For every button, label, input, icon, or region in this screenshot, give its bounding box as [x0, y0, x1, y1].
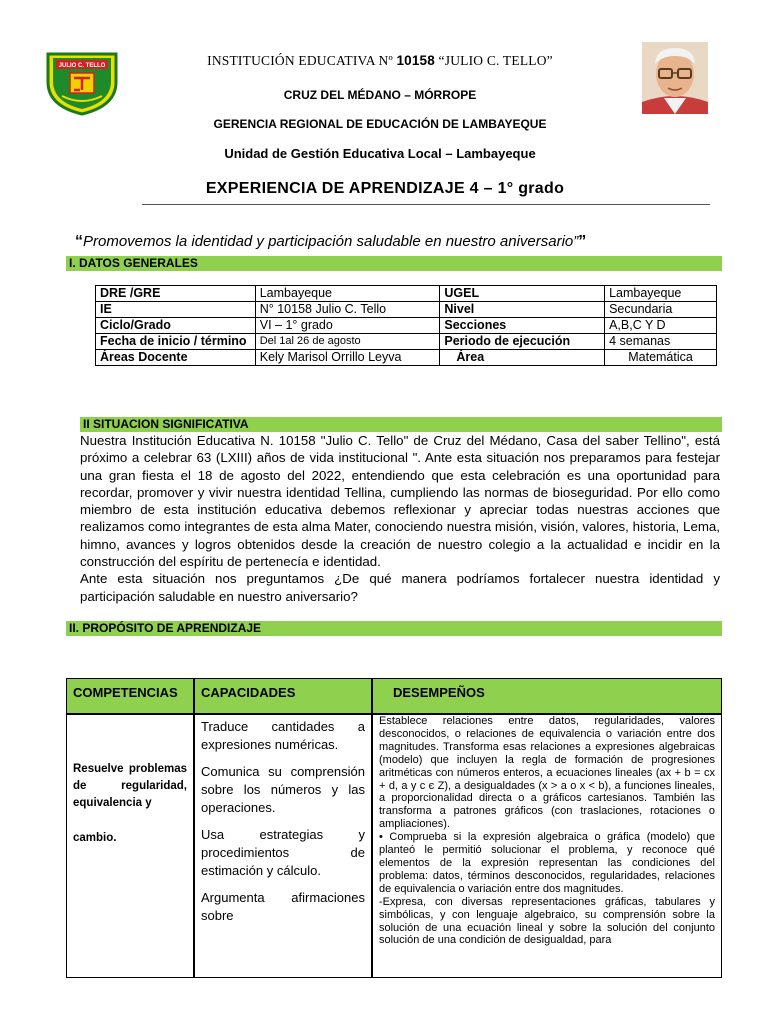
- competencia-name: Resuelve problemas de regularidad, equivalencia y: [73, 763, 187, 809]
- datos-value: VI – 1° grado: [255, 318, 440, 334]
- ugel-line: Unidad de Gestión Educativa Local – Lambayeque: [224, 146, 536, 161]
- school-logo: [46, 48, 118, 116]
- desempeno-item: • Comprueba si la expresión algebraica o gráfica (modelo) que planteó le permitió solucionar el problema, y reconoce qué elementos de la expresión representan las condiciones del problema: datos, términos desconocidos, regularidades, relaciones de equivalencia o variación entre dos magnitudes.: [379, 831, 715, 895]
- header-desempenos: DESEMPEÑOS: [372, 678, 722, 714]
- datos-key: Áreas Docente: [96, 350, 256, 366]
- institution-prefix: INSTITUCIÓN EDUCATIVA Nº: [207, 53, 397, 68]
- institution-number: 10158: [396, 53, 435, 68]
- situacion-text: [80, 432, 720, 605]
- table-row: [96, 302, 717, 318]
- datos-key: Ciclo/Grado: [96, 318, 256, 334]
- situacion-paragraph: Nuestra Institución Educativa N. 10158 "Julio C. Tello" de Cruz del Médano, Casa del saber Tellino", está próximo a celebrar 63 (LXIII) años de vida institucional ". Ante esta situación nos preparamos para festejar una gran fiesta el 18 de agosto del 2022, entendiendo que esta celebración es una oportunidad para recordar, promover y vivir nuestra identidad Tellina, cumpliendo las normas de bioseguridad. Por ello como miembro de esta institución educativa debemos reflexionar y apreciar todas nuestras acciones que realizamos como integrantes de esta alma Mater, conociendo nuestra misión, visión, valores, historia, Lema, himno, avances y logros obtenidos desde la creación de nuestro colegio a la actualidad e incidir en la construcción del espíritu de pertenecía e identidad.: [80, 433, 720, 570]
- datos-value: Del 1al 26 de agosto: [255, 334, 440, 350]
- datos-value: N° 10158 Julio C. Tello: [255, 302, 440, 318]
- motto-text: Promovemos la identidad y participación saludable en nuestro aniversario”: [83, 233, 579, 250]
- table-row: [66, 714, 722, 978]
- datos-value: 4 semanas: [605, 334, 717, 350]
- datos-key: Secciones: [440, 318, 605, 334]
- datos-value: Matemática: [605, 350, 717, 366]
- datos-key: Área: [440, 350, 605, 366]
- capacidad-item: Usa estrategias y procedimientos de estimación y cálculo.: [201, 827, 365, 878]
- datos-key: IE: [96, 302, 256, 318]
- motto: [75, 233, 586, 251]
- section-situacion-significativa: II SITUACION SIGNIFICATIVA: [80, 417, 722, 432]
- capacidad-item: Argumenta afirmaciones sobre: [201, 890, 365, 923]
- datos-value: A,B,C Y D: [605, 318, 717, 334]
- document-title: EXPERIENCIA DE APRENDIZAJE 4 – 1° grado: [205, 180, 565, 197]
- datos-value: Lambayeque: [605, 286, 717, 302]
- situacion-question: Ante esta situación nos preguntamos ¿De qué manera podríamos fortalecer nuestra identidad y participación saludable en nuestro aniversario?: [80, 571, 720, 604]
- datos-key: Periodo de ejecución: [440, 334, 605, 350]
- table-row: [96, 334, 717, 350]
- competencia-name-end: cambio.: [73, 832, 117, 844]
- header-competencias: COMPETENCIAS: [66, 678, 194, 714]
- datos-value: Kely Marisol Orrillo Leyva: [255, 350, 440, 366]
- datos-table: [95, 285, 717, 366]
- table-row: [96, 350, 717, 366]
- section-datos-generales: I. DATOS GENERALES: [66, 256, 722, 271]
- institution-name: “JULIO C. TELLO”: [434, 53, 553, 68]
- datos-key: DRE /GRE: [96, 286, 256, 302]
- founder-portrait: [642, 42, 708, 114]
- motto-open-quote: “: [75, 233, 83, 250]
- regional-line: GERENCIA REGIONAL DE EDUCACIÓN DE LAMBAYEQUE: [213, 117, 547, 131]
- logo-text: JULIO C. TELLO: [58, 63, 106, 69]
- table-row: [96, 318, 717, 334]
- table-header-row: [66, 678, 722, 714]
- datos-value: Lambayeque: [255, 286, 440, 302]
- motto-close-quote: ”: [578, 233, 587, 250]
- capacidades-cell: [194, 714, 372, 978]
- capacidad-item: Comunica su comprensión sobre los números y las operaciones.: [201, 764, 365, 815]
- desempeno-item: Establece relaciones entre datos, regularidades, valores desconocidos, o relaciones de equivalencia o variación entre dos magnitudes. Transforma esas relaciones a expresiones algebraicas (modelo) que incluyen la regla de formación de progresiones aritméticas con números enteros, a ecuaciones lineales (ax + b = cx + d, a y c є Z), a desigualdades (x > a o x < b), a funciones lineales, a proporcionalidad directa o a gráficos cartesianos. También las transforma a patrones gráficos (con traslaciones, rotaciones o ampliaciones).: [379, 715, 715, 831]
- datos-key: Fecha de inicio / término: [96, 334, 256, 350]
- title-underline: [142, 204, 710, 205]
- datos-key: Nivel: [440, 302, 605, 318]
- datos-value: Secundaria: [605, 302, 717, 318]
- location-line: CRUZ DEL MÉDANO – MÓRROPE: [283, 88, 477, 102]
- institution-line: [110, 53, 650, 69]
- header-capacidades: CAPACIDADES: [194, 678, 372, 714]
- desempenos-cell: [372, 714, 722, 978]
- section-proposito: II. PROPÓSITO DE APRENDIZAJE: [66, 621, 722, 636]
- table-row: [96, 286, 717, 302]
- competencias-table: [66, 678, 722, 978]
- datos-key: UGEL: [440, 286, 605, 302]
- capacidad-item: Traduce cantidades a expresiones numéricas.: [201, 719, 365, 752]
- competencia-cell: [66, 714, 194, 978]
- desempeno-item: -Expresa, con diversas representaciones gráficas, tabulares y simbólicas, y con lenguaje algebraico, su comprensión sobre la solución de una ecuación lineal y sobre la solución del conjunto solución de una condición de desigualdad, para: [379, 895, 715, 947]
